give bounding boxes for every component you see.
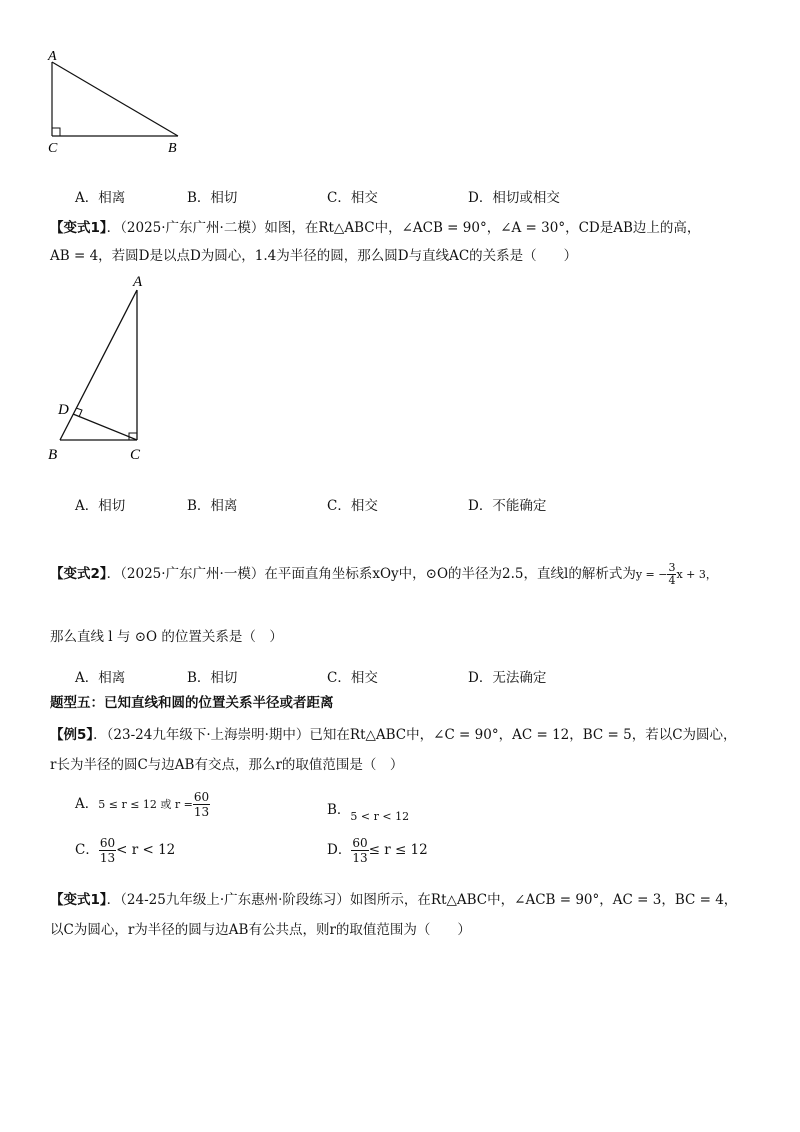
variant1-option-b: B．相离: [187, 498, 238, 514]
example5-option-d: [327, 836, 428, 865]
variant2-option-b: B．相切: [187, 670, 238, 686]
variant2-option-d: D．无法确定: [468, 670, 547, 686]
example5-option-c-den: 13: [99, 851, 116, 865]
example5-option-c-text: < r < 12: [116, 842, 176, 858]
figure-triangle-altitude: [40, 270, 170, 470]
variant2-line2: 那么直线 l 与 ⊙O 的位置关系是（ ）: [50, 629, 283, 645]
variant1-option-c: C．相交: [327, 498, 378, 514]
variant2-eq-den: 4: [668, 574, 676, 587]
label-a: A: [48, 49, 57, 64]
label-c: C: [130, 447, 141, 463]
example5-option-d-num: 60: [352, 836, 368, 850]
example5-option-c: [75, 836, 175, 865]
example5-option-b-text: 5 < r < 12: [350, 810, 410, 823]
figure-triangle-acb: [40, 46, 200, 161]
variant2-eq-rest: x + 3，: [676, 568, 717, 581]
label-d: D: [58, 402, 69, 418]
variant2-line1: [50, 562, 717, 587]
variant1-text1: ．（2025·广东广州·二模）如图，在Rt△ABC中，∠ACB = 90°，∠A = 30°，CD是AB边上的高，: [106, 220, 701, 236]
label-a: A: [133, 274, 143, 290]
variant1b-line2: 以C为圆心，r为半径的圆与边AB有公共点，则r的取值范围为（ ）: [50, 922, 471, 938]
q1-option-c: C．相交: [327, 190, 378, 206]
section5-title: 题型五：已知直线和圆的位置关系半径或者距离: [50, 695, 334, 711]
variant2-tag: 【变式2】: [50, 566, 107, 582]
variant1-option-a: A．相切: [75, 498, 126, 514]
variant2-option-a: A．相离: [75, 670, 126, 686]
q1-option-a: A．相离: [75, 190, 126, 206]
right-angle-mark: [52, 128, 60, 136]
q1-option-b: B．相切: [187, 190, 238, 206]
variant2-option-c: C．相交: [327, 670, 378, 686]
example5-option-a-den: 13: [193, 805, 210, 819]
label-b: B: [48, 447, 58, 463]
variant1b-tag: 【变式1】: [50, 892, 107, 908]
example5-option-c-label: C．: [75, 842, 99, 858]
variant1b-line1: [50, 888, 737, 908]
example5-option-a-num: 60: [193, 790, 210, 804]
variant1b-text1: ．（24-25九年级上·广东惠州·阶段练习）如图所示，在Rt△ABC中，∠ACB = 90°，AC = 3，BC = 4，: [106, 892, 738, 908]
example5-text1: ．（23-24九年级下·上海崇明·期中）已知在Rt△ABC中，∠C = 90°，AC = 12，BC = 5，若以C为圆心，: [93, 727, 737, 743]
example5-option-c-num: 60: [99, 836, 116, 850]
example5-option-d-text: ≤ r ≤ 12: [368, 842, 428, 858]
example5-option-d-label: D．: [327, 842, 352, 858]
variant2-text1: ．（2025·广东广州·一模）在平面直角坐标系xOy中，⊙O的半径为2.5，直线l的解析式为: [106, 566, 636, 582]
altitude-cd: [73, 414, 137, 440]
label-c: C: [48, 141, 58, 156]
example5-option-a: [75, 790, 210, 819]
example5-tag: 【例5】: [50, 727, 94, 743]
variant1-tag: 【变式1】: [50, 220, 107, 236]
example5-option-d-den: 13: [352, 851, 368, 865]
variant1-line2: AB = 4，若圆D是以点D为圆心，1.4为半径的圆，那么圆D与直线AC的关系是（ ）: [50, 248, 578, 264]
side-ab: [60, 290, 137, 440]
label-b: B: [168, 141, 177, 156]
example5-option-b: [327, 798, 410, 823]
example5-option-a-text: 5 ≤ r ≤ 12 或 r =: [98, 798, 193, 811]
variant2-eq-y: y = −: [635, 568, 668, 581]
example5-line2: r长为半径的圆C与边AB有交点，那么r的取值范围是（ ）: [50, 757, 404, 773]
side-ab: [52, 62, 178, 136]
variant1-option-d: D．不能确定: [468, 498, 547, 514]
variant1-line1: [50, 216, 700, 236]
example5-option-c-fraction: [99, 836, 116, 865]
example5-option-a-label: A．: [75, 796, 99, 812]
example5-option-d-fraction: [351, 836, 368, 865]
example5-line1: [50, 723, 737, 743]
variant2-eq-num: 3: [668, 561, 676, 574]
example5-option-b-label: B．: [327, 802, 351, 818]
example5-option-a-fraction: [193, 790, 210, 819]
q1-option-d: D．相切或相交: [468, 190, 560, 206]
